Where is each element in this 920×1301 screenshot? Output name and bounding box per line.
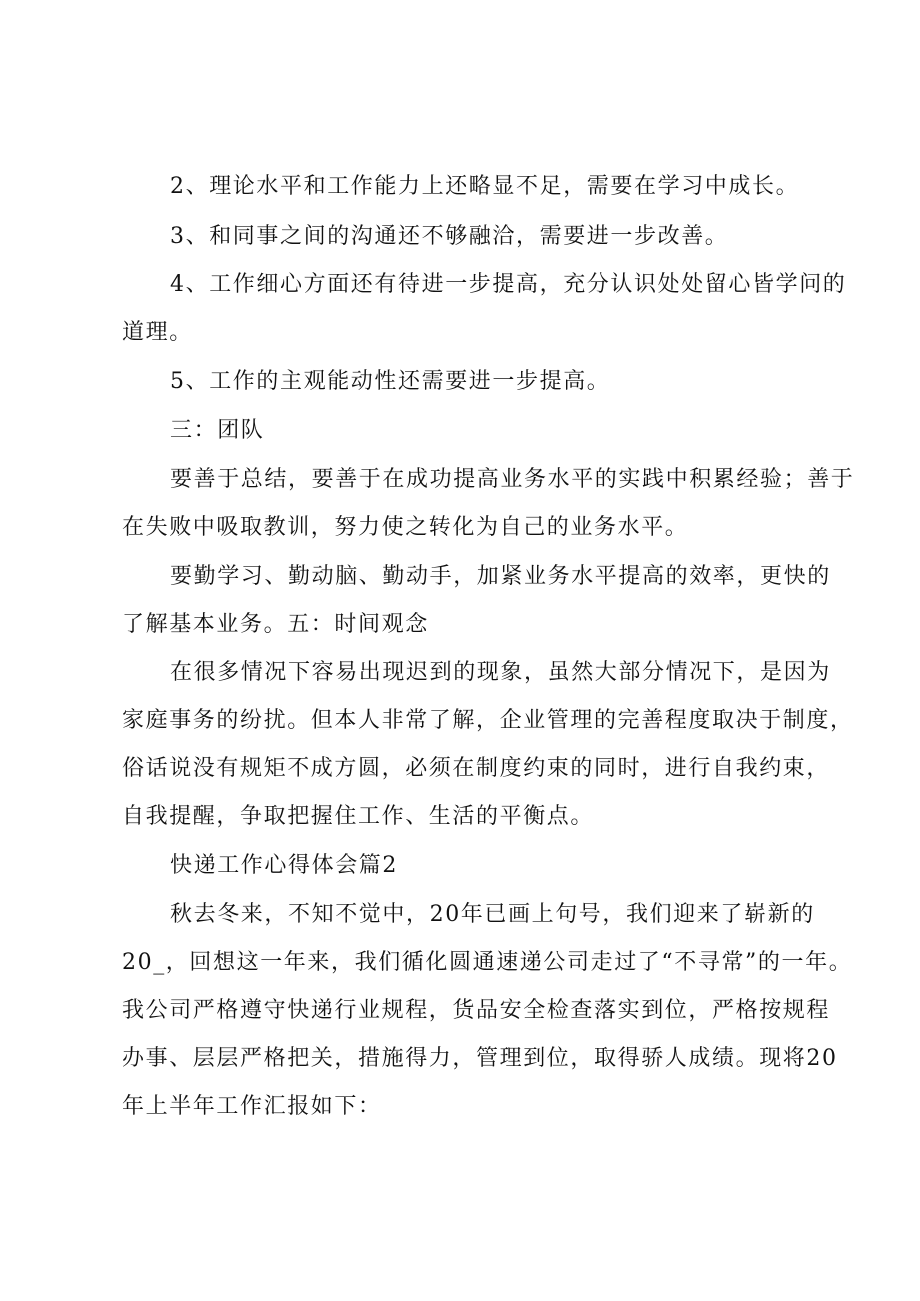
paragraph-point-5: 5、工作的主观能动性还需要进一步提高。 [170, 369, 611, 394]
paragraph-intro-line-1: 秋去冬来，不知不觉中，20年已画上句号，我们迎来了崭新的 [170, 902, 815, 927]
paragraph-diligence-line-1: 要勤学习、勤动脑、勤动手，加紧业务水平提高的效率，更快的 [170, 564, 831, 589]
paragraph-time-line-4: 自我提醒，争取把握住工作、生活的平衡点。 [122, 804, 595, 829]
paragraph-intro-line-5: 年上半年工作汇报如下： [122, 1094, 382, 1119]
paragraph-intro-line-3: 我公司严格遵守快递行业规程，货品安全检查落实到位，严格按规程 [122, 998, 831, 1023]
paragraph-time-line-1: 在很多情况下容易出现迟到的现象，虽然大部分情况下，是因为 [170, 660, 831, 685]
paragraph-time-line-2: 家庭事务的纷扰。但本人非常了解，企业管理的完善程度取决于制度， [122, 708, 854, 733]
section-heading-team: 三：团队 [170, 418, 265, 443]
paragraph-point-4-line-2: 道理。 [122, 320, 193, 345]
paragraph-point-4-line-1: 4、工作细心方面还有待进一步提高，充分认识处处留心皆学问的 [170, 272, 847, 297]
paragraph-time-line-3: 俗话说没有规矩不成方圆，必须在制度约束的同时，进行自我约束， [122, 756, 831, 781]
paragraph-point-2: 2、理论水平和工作能力上还略显不足，需要在学习中成长。 [170, 174, 800, 199]
paragraph-summary-line-2: 在失败中吸取教训，努力使之转化为自己的业务水平。 [122, 515, 689, 540]
paragraph-summary-line-1: 要善于总结，要善于在成功提高业务水平的实践中积累经验；善于 [170, 467, 855, 492]
paragraph-diligence-line-2: 了解基本业务。五：时间观念 [122, 612, 429, 637]
paragraph-point-3: 3、和同事之间的沟通还不够融洽，需要进一步改善。 [170, 224, 729, 249]
article-heading-2: 快递工作心得体会篇2 [170, 853, 398, 878]
paragraph-intro-line-2: 20_，回想这一年来，我们循化圆通速递公司走过了“不寻常”的一年。 [122, 950, 853, 975]
paragraph-intro-line-4: 办事、层层严格把关，措施得力，管理到位，取得骄人成绩。现将20 [122, 1046, 838, 1071]
